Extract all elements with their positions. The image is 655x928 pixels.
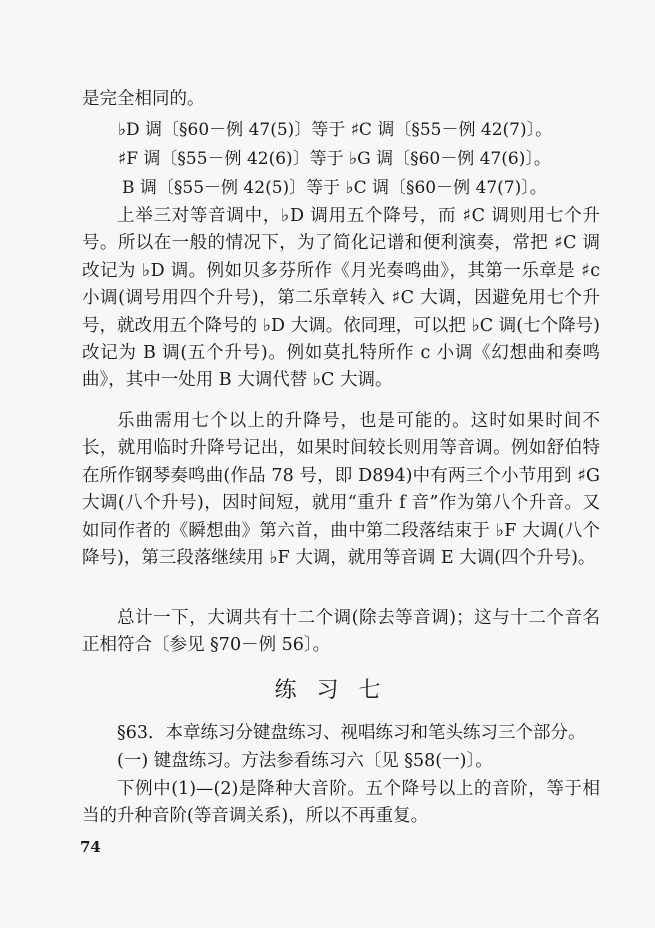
paragraph-exercise-intro: §63．本章练习分键盘练习、视唱练习和笔头练习三个部分。 <box>117 723 586 743</box>
paragraph-flat-scales: 下例中(1)—(2)是降种大音阶。五个降号以上的音阶，等于相当的升种音阶(等音调关系)，所以不再重复。 <box>82 779 600 827</box>
paragraph-keyboard-exercise: (一) 键盘练习。方法参看练习六〔见 §58(一)〕。 <box>117 751 493 771</box>
paragraph-summary: 总计一下，大调共有十二个调(除去等音调)；这与十二个音名正相符合〔参见 §70－例 56〕。 <box>82 608 600 656</box>
enharmonic-pair-3: B 调〔§55－例 42(5)〕等于 ♭C 调〔§60－例 47(7)〕。 <box>122 178 547 198</box>
section-title: 练习七 <box>274 678 401 703</box>
text-line-continuation: 是完全相同的。 <box>82 89 205 109</box>
paragraph-enharmonic-keys: 上举三对等音调中，♭D 调用五个降号，而 ♯C 调则用七个升号。所以在一般的情况下，为了简化记谱和便利演奏，常把 ♯C 调改记为 ♭D 调。例如贝多芬所作《月光奏鸣曲》，其第一乐章是 ♯c 小调(调号用四个升号)，第二乐章转入 ♯C 大调，因避免用七个升号，就改用五个降号的 ♭D 大调。依同理，可以把 ♭C 调(七个降号)改记为 B 调(五个升号)。例如莫扎特所作 c 小调《幻想曲和奏鸣曲》，其中一处用 B 大调代替 ♭C 大调。 <box>82 206 600 391</box>
page-number: 74 <box>80 838 101 856</box>
enharmonic-pair-1: ♭D 调〔§60－例 47(5)〕等于 ♯C 调〔§55－例 42(7)〕。 <box>118 120 553 140</box>
enharmonic-pair-2: ♯F 调〔§55－例 42(6)〕等于 ♭G 调〔§60－例 47(6)〕。 <box>118 149 551 169</box>
paragraph-many-accidentals: 乐曲需用七个以上的升降号，也是可能的。这时如果时间不长，就用临时升降号记出，如果时间较长则用等音调。例如舒伯特在所作钢琴奏鸣曲(作品 78 号，即 D894)中有两三个小节用到 ♯G 大调(八个升号)，因时间短，就用“重升 f 音”作为第八个升音。又如同作者的《瞬想曲》第六首，曲中第二段落结束于 ♭F 大调(八个降号)，第三段落继续用 ♭F 大调，就用等音调 E 大调(四个升号)。 <box>82 411 600 569</box>
